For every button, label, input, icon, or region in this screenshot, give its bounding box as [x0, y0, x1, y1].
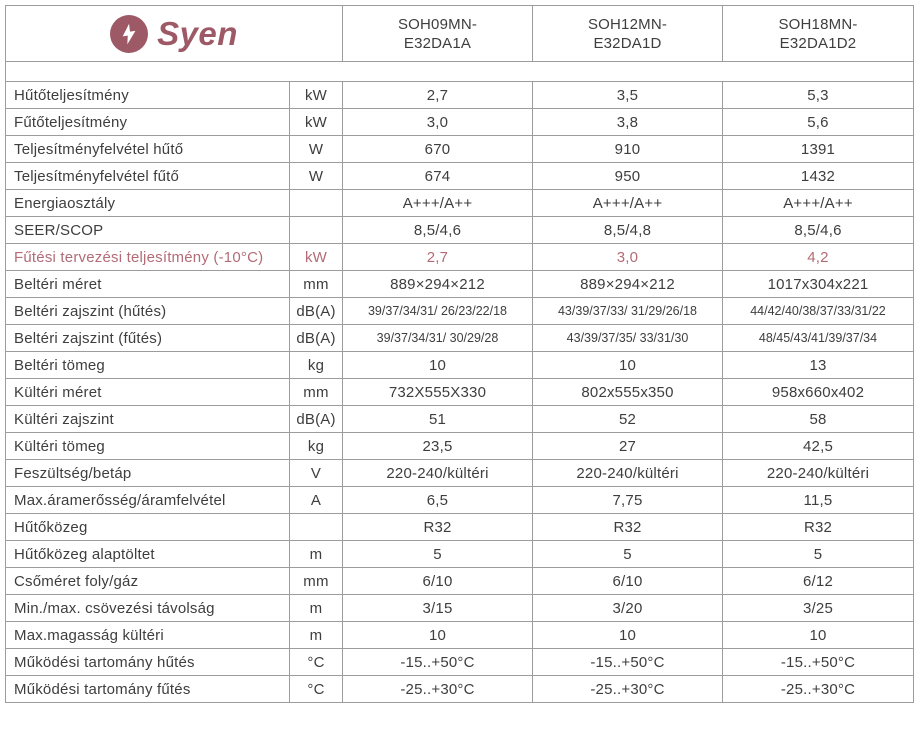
row-value: -25..+30°C: [533, 676, 723, 703]
table-row: [6, 325, 914, 352]
row-value: 220-240/kültéri: [723, 460, 914, 487]
row-value: 5,3: [723, 82, 914, 109]
row-value: 910: [533, 136, 723, 163]
table-row: [6, 136, 914, 163]
row-label: Beltéri tömeg: [6, 352, 290, 379]
row-value: -15..+50°C: [343, 649, 533, 676]
table-row: [6, 433, 914, 460]
row-value: 10: [533, 622, 723, 649]
row-label: Kültéri méret: [6, 379, 290, 406]
row-value: 3/20: [533, 595, 723, 622]
row-value: 802x555x350: [533, 379, 723, 406]
row-value: 39/37/34/31/ 30/29/28: [343, 325, 533, 352]
row-value: 674: [343, 163, 533, 190]
row-unit: mm: [290, 568, 343, 595]
row-value: 1017x304x221: [723, 271, 914, 298]
row-value: 5: [533, 541, 723, 568]
row-value: 220-240/kültéri: [343, 460, 533, 487]
row-value: 58: [723, 406, 914, 433]
row-value: 889×294×212: [533, 271, 723, 298]
row-value: 8,5/4,6: [343, 217, 533, 244]
row-unit: dB(A): [290, 406, 343, 433]
row-value: -15..+50°C: [533, 649, 723, 676]
spacer-cell: [6, 62, 914, 82]
table-row: [6, 82, 914, 109]
spacer-row: [6, 62, 914, 82]
row-label: Energiaosztály: [6, 190, 290, 217]
row-value: 27: [533, 433, 723, 460]
table-row: [6, 352, 914, 379]
row-value: -25..+30°C: [343, 676, 533, 703]
table-row: [6, 379, 914, 406]
row-label: Max.magasság kültéri: [6, 622, 290, 649]
table-row: [6, 271, 914, 298]
row-value: 6,5: [343, 487, 533, 514]
row-value: -25..+30°C: [723, 676, 914, 703]
row-value: 3,0: [533, 244, 723, 271]
model-name-line2: E32DA1D2: [779, 34, 857, 52]
row-value: 3,0: [343, 109, 533, 136]
header-row: [6, 6, 914, 62]
row-value: 1391: [723, 136, 914, 163]
row-value: 732X555X330: [343, 379, 533, 406]
row-unit: kW: [290, 109, 343, 136]
row-unit: m: [290, 622, 343, 649]
row-unit: kg: [290, 352, 343, 379]
row-value: 48/45/43/41/39/37/34: [723, 325, 914, 352]
spec-table: [5, 5, 914, 703]
row-unit: [290, 190, 343, 217]
row-value: 5,6: [723, 109, 914, 136]
row-value: 670: [343, 136, 533, 163]
table-row: [6, 406, 914, 433]
row-value: 8,5/4,6: [723, 217, 914, 244]
row-unit: W: [290, 163, 343, 190]
row-value: 10: [533, 352, 723, 379]
row-value: 4,2: [723, 244, 914, 271]
row-label: Teljesítményfelvétel fűtő: [6, 163, 290, 190]
table-row: [6, 460, 914, 487]
row-unit: dB(A): [290, 298, 343, 325]
row-value: 10: [343, 352, 533, 379]
table-row: [6, 676, 914, 703]
table-row: [6, 244, 914, 271]
row-value: 43/39/37/35/ 33/31/30: [533, 325, 723, 352]
row-value: 889×294×212: [343, 271, 533, 298]
model-name-line2: E32DA1D: [593, 34, 662, 52]
row-label: Beltéri zajszint (hűtés): [6, 298, 290, 325]
row-value: 11,5: [723, 487, 914, 514]
table-row: [6, 163, 914, 190]
row-unit: A: [290, 487, 343, 514]
table-row: [6, 649, 914, 676]
row-label: Max.áramerősség/áramfelvétel: [6, 487, 290, 514]
row-unit: °C: [290, 649, 343, 676]
row-value: 5: [343, 541, 533, 568]
row-unit: V: [290, 460, 343, 487]
row-value: 39/37/34/31/ 26/23/22/18: [343, 298, 533, 325]
row-value: 3/25: [723, 595, 914, 622]
row-value: 3,8: [533, 109, 723, 136]
row-unit: m: [290, 541, 343, 568]
row-value: 2,7: [343, 82, 533, 109]
row-value: 950: [533, 163, 723, 190]
model-name-line1: SOH18MN-: [778, 15, 858, 33]
row-unit: kW: [290, 82, 343, 109]
row-value: 3,5: [533, 82, 723, 109]
row-unit: m: [290, 595, 343, 622]
row-unit: kW: [290, 244, 343, 271]
model-name-line2: E32DA1A: [403, 34, 472, 52]
row-unit: mm: [290, 271, 343, 298]
row-value: 6/12: [723, 568, 914, 595]
row-value: 6/10: [533, 568, 723, 595]
row-value: A+++/A++: [343, 190, 533, 217]
row-value: 13: [723, 352, 914, 379]
row-value: 1432: [723, 163, 914, 190]
table-row: [6, 487, 914, 514]
table-row: [6, 109, 914, 136]
row-value: A+++/A++: [723, 190, 914, 217]
row-unit: W: [290, 136, 343, 163]
row-value: 42,5: [723, 433, 914, 460]
row-value: 5: [723, 541, 914, 568]
row-unit: [290, 514, 343, 541]
row-unit: °C: [290, 676, 343, 703]
spec-table-body: [6, 82, 914, 703]
table-row: [6, 217, 914, 244]
table-row: [6, 622, 914, 649]
model-column-header: [343, 6, 533, 62]
row-value: R32: [343, 514, 533, 541]
row-label: SEER/SCOP: [6, 217, 290, 244]
row-value: 8,5/4,8: [533, 217, 723, 244]
brand-name: Syen: [157, 14, 238, 52]
row-label: Fűtési tervezési teljesítmény (-10°C): [6, 244, 290, 271]
row-label: Hűtőközeg: [6, 514, 290, 541]
row-unit: mm: [290, 379, 343, 406]
row-value: R32: [723, 514, 914, 541]
row-label: Hűtőközeg alaptöltet: [6, 541, 290, 568]
row-unit: [290, 217, 343, 244]
row-label: Fűtőteljesítmény: [6, 109, 290, 136]
spec-sheet: [5, 5, 914, 703]
row-label: Működési tartomány fűtés: [6, 676, 290, 703]
brand-logo-cell: [6, 6, 343, 62]
row-value: 23,5: [343, 433, 533, 460]
row-value: 43/39/37/33/ 31/29/26/18: [533, 298, 723, 325]
model-column-header: [533, 6, 723, 62]
model-name-line1: SOH09MN-: [397, 15, 478, 33]
row-value: 958x660x402: [723, 379, 914, 406]
row-label: Csőméret foly/gáz: [6, 568, 290, 595]
table-row: [6, 298, 914, 325]
model-column-header: [723, 6, 914, 62]
row-value: 51: [343, 406, 533, 433]
row-label: Működési tartomány hűtés: [6, 649, 290, 676]
row-value: 10: [723, 622, 914, 649]
row-label: Feszültség/betáp: [6, 460, 290, 487]
row-value: 2,7: [343, 244, 533, 271]
table-row: [6, 541, 914, 568]
row-value: 7,75: [533, 487, 723, 514]
table-row: [6, 190, 914, 217]
row-value: 10: [343, 622, 533, 649]
row-label: Teljesítményfelvétel hűtő: [6, 136, 290, 163]
lightning-bolt-icon: [110, 15, 148, 53]
row-value: R32: [533, 514, 723, 541]
row-unit: kg: [290, 433, 343, 460]
row-label: Min./max. csövezési távolság: [6, 595, 290, 622]
row-value: 220-240/kültéri: [533, 460, 723, 487]
model-name-line1: SOH12MN-: [587, 15, 668, 33]
row-value: A+++/A++: [533, 190, 723, 217]
table-row: [6, 595, 914, 622]
row-unit: dB(A): [290, 325, 343, 352]
table-row: [6, 568, 914, 595]
row-label: Kültéri zajszint: [6, 406, 290, 433]
row-label: Beltéri zajszint (fűtés): [6, 325, 290, 352]
row-label: Kültéri tömeg: [6, 433, 290, 460]
row-value: -15..+50°C: [723, 649, 914, 676]
table-row: [6, 514, 914, 541]
row-value: 52: [533, 406, 723, 433]
row-label: Beltéri méret: [6, 271, 290, 298]
row-value: 3/15: [343, 595, 533, 622]
row-value: 6/10: [343, 568, 533, 595]
brand-logo: [6, 15, 342, 53]
row-value: 44/42/40/38/37/33/31/22: [723, 298, 914, 325]
row-label: Hűtőteljesítmény: [6, 82, 290, 109]
